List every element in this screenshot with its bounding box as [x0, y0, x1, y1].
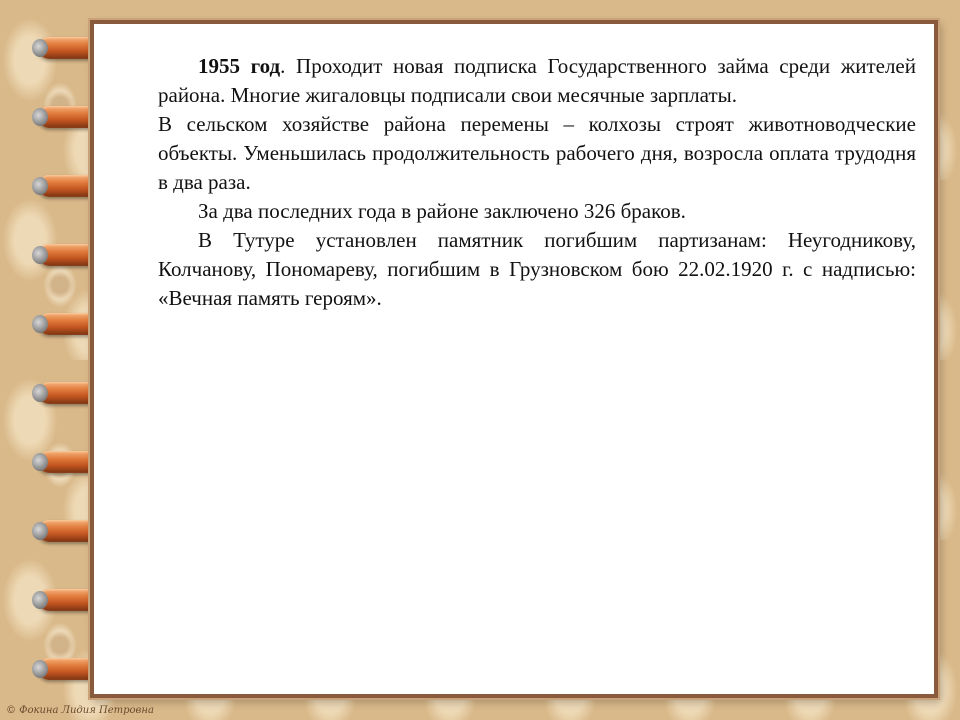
paragraph-monument: В Тутуре установлен памятник погибшим партизанам: Неугодникову, Колчанову, Пономареву, погибшим в Грузновском бою 22.02.1920 г. с надписью: «Вечная память героям».	[158, 228, 916, 310]
paragraph-1955	[158, 52, 916, 110]
paragraph-text: . Проходит новая подписка Государственного займа среди жителей района. Многие жигаловцы подписали свои месячные зарплаты.	[158, 54, 916, 107]
paragraph-marriages: За два последних года в районе заключено 326 браков.	[198, 199, 686, 223]
paragraph-agriculture: В сельском хозяйстве района перемены – колхозы строят животноводческие объекты. Уменьшилась продолжительность рабочего дня, возросла оплата трудодня в два раза.	[158, 112, 916, 194]
year-heading: 1955 год	[198, 54, 281, 78]
notebook-page	[90, 20, 938, 698]
author-signature: © Фокина Лидия Петровна	[6, 705, 154, 716]
page-text	[158, 52, 916, 313]
